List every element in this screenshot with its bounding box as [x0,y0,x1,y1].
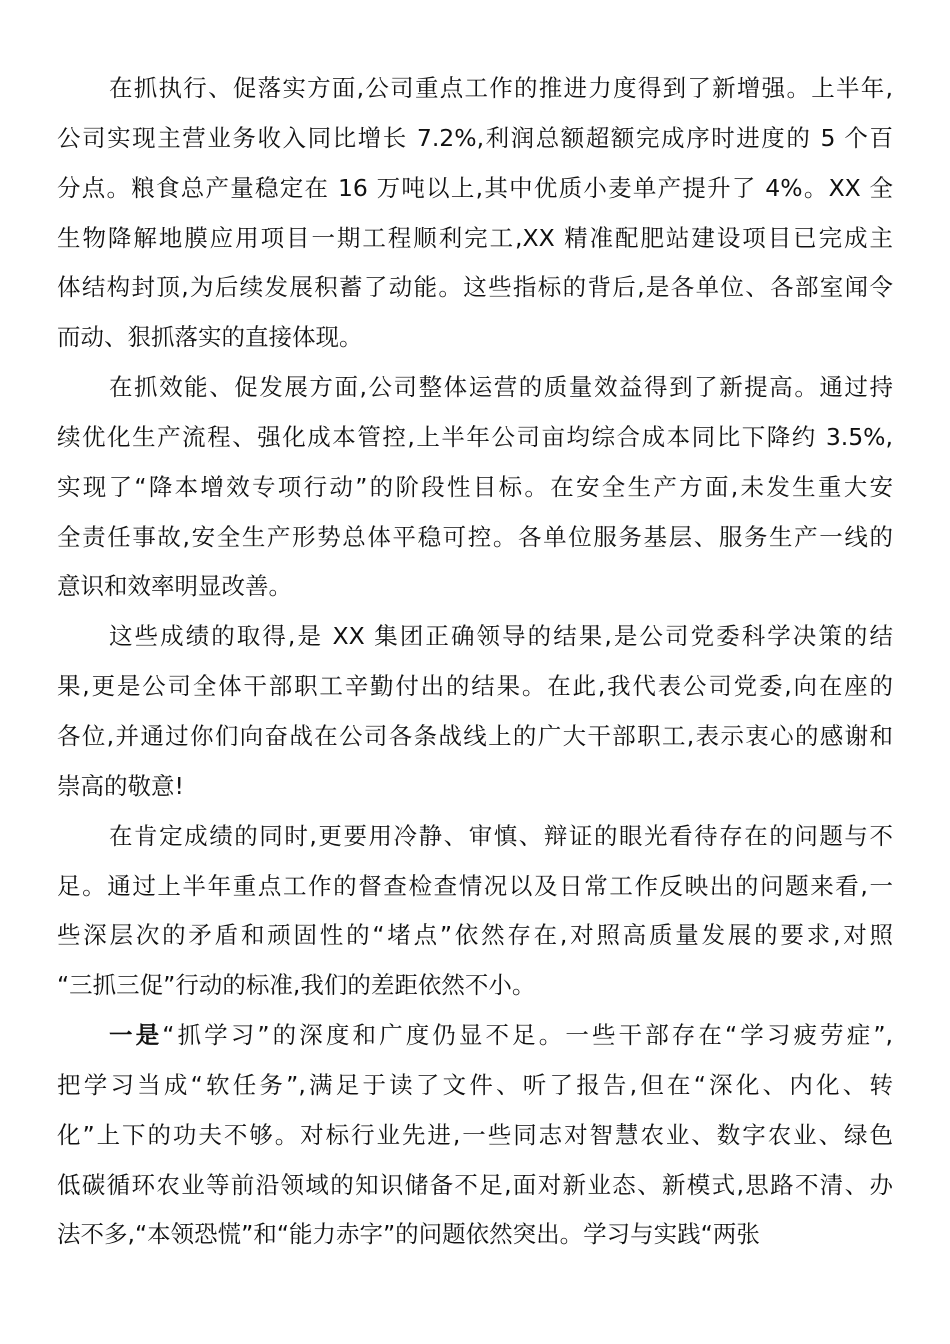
text-line: “三抓三促”行动的标准,我们的差距依然不小。 [57,971,536,1000]
text-line: 而动、狠抓落实的直接体现。 [57,323,363,352]
text-line: 全责任事故,安全生产形势总体平稳可控。各单位服务基层、服务生产一线的 [57,522,893,551]
text-line: 崇高的敬意! [57,771,184,800]
paragraph-acknowledgement [57,616,893,815]
paragraph-execution [57,68,893,367]
text-line: 把学习当成“软任务”,满足于读了文件、听了报告,但在“深化、内化、转 [57,1070,893,1099]
text-line: 续优化生产流程、强化成本管控,上半年公司亩均综合成本同比下降约 3.5%, [57,422,893,451]
paragraph-problems-intro [57,816,893,1015]
text-line: 实现了“降本增效专项行动”的阶段性目标。在安全生产方面,未发生重大安 [57,472,893,501]
text-line: 法不多,“本领恐慌”和“能力赤字”的问题依然突出。学习与实践“两张 [57,1220,760,1249]
paragraph-efficiency [57,367,893,616]
document-page [57,68,893,1264]
text-line: 足。通过上半年重点工作的督查检查情况以及日常工作反映出的问题来看,一 [57,871,893,900]
text-line: 在肯定成绩的同时,更要用冷静、审慎、辩证的眼光看待存在的问题与不 [109,821,893,850]
text-line: 果,更是公司全体干部职工辛勤付出的结果。在此,我代表公司党委,向在座的 [57,672,893,701]
text-line: 在抓效能、促发展方面,公司整体运营的质量效益得到了新提高。通过持 [109,373,893,402]
text-line: 低碳循环农业等前沿领域的知识储备不足,面对新业态、新模式,思路不清、办 [57,1170,893,1199]
text-line: 各位,并通过你们向奋战在公司各条战线上的广大干部职工,表示衷心的感谢和 [57,721,893,750]
text-line: 化”上下的功夫不够。对标行业先进,一些同志对智慧农业、数字农业、绿色 [57,1120,893,1149]
item-lead-label: 一是 [109,1021,163,1050]
text-line: 些深层次的矛盾和顽固性的“堵点”依然存在,对照高质量发展的要求,对照 [57,921,893,950]
paragraph-problem-one [57,1015,893,1264]
text-span: “抓学习”的深度和广度仍显不足。一些干部存在“学习疲劳症”, [162,1021,894,1050]
text-line: 生物降解地膜应用项目一期工程顺利完工,XX 精准配肥站建设项目已完成主 [57,223,893,252]
text-line: 公司实现主营业务收入同比增长 7.2%,利润总额超额完成序时进度的 5 个百 [57,123,893,152]
text-line: 体结构封顶,为后续发展积蓄了动能。这些指标的背后,是各单位、各部室闻令 [57,273,893,302]
text-line: 在抓执行、促落实方面,公司重点工作的推进力度得到了新增强。上半年, [109,74,893,102]
text-line: 分点。粮食总产量稳定在 16 万吨以上,其中优质小麦单产提升了 4%。XX 全 [57,173,893,202]
text-line: 意识和效率明显改善。 [57,572,292,601]
text-line: 这些成绩的取得,是 XX 集团正确领导的结果,是公司党委科学决策的结 [109,622,893,651]
text-line [57,1015,893,1065]
